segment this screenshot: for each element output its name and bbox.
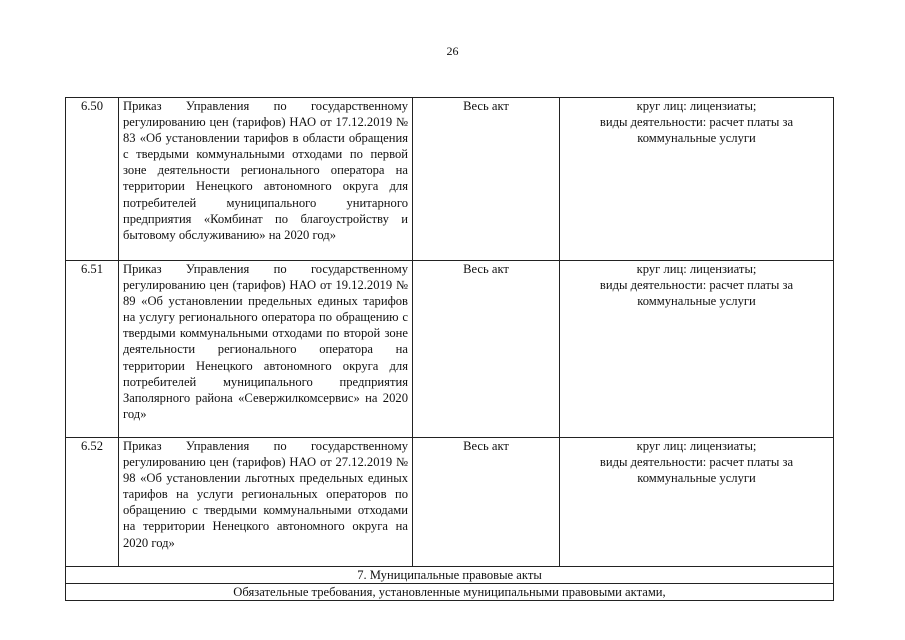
section-heading: 7. Муниципальные правовые акты	[66, 567, 834, 584]
scope-cell: Весь акт	[413, 261, 560, 438]
row-number: 6.51	[66, 261, 119, 438]
page-number: 26	[446, 44, 459, 58]
requirement-persons: круг лиц: лицензиаты;	[636, 262, 757, 276]
requirement-activities-cont: коммунальные услуги	[637, 471, 756, 486]
document-title: Приказ Управления по государственному регулированию цен (тарифов) НАО от 27.12.2019 № 98 «Об установлении льготных предельных единых тарифов на услуги региональных операторов по обращению с твердыми коммунальными отходами на территории Ненецкого автономного округа на 2020 год»	[119, 438, 413, 567]
requirement-activities: виды деятельности: расчет платы за	[599, 455, 794, 470]
table-row	[66, 438, 834, 567]
row-number: 6.50	[66, 98, 119, 261]
document-title: Приказ Управления по государственному регулированию цен (тарифов) НАО от 17.12.2019 № 83 «Об установлении тарифов в области обращения с твердыми коммунальными отходами по первой зоне деятельности регионального оператора на территории Ненецкого автономного округа для потребителей муниципального унитарного предприятия «Комбинат по благоустройству и бытовому обслуживанию» на 2020 год»	[119, 98, 413, 261]
requirement-activities-cont: коммунальные услуги	[637, 294, 756, 309]
legal-acts-table	[65, 97, 834, 601]
requirement-activities: виды деятельности: расчет платы за	[599, 278, 794, 293]
scope-cell: Весь акт	[413, 98, 560, 261]
requirements-cell	[560, 261, 834, 438]
document-title: Приказ Управления по государственному регулированию цен (тарифов) НАО от 19.12.2019 № 89 «Об установлении предельных единых тарифов на услугу регионального оператора по обращению с твердыми коммунальными отходами по второй зоне деятельности регионального оператора на территории Ненецкого автономного округа для потребителей муниципального предприятия Заполярного района «Севержилкомсервис» на 2020 год»	[119, 261, 413, 438]
row-number: 6.52	[66, 438, 119, 567]
requirement-activities-cont: коммунальные услуги	[637, 131, 756, 146]
section-row	[66, 567, 834, 584]
subsection-heading: Обязательные требования, установленные муниципальными правовыми актами,	[66, 584, 834, 601]
requirement-persons: круг лиц: лицензиаты;	[636, 439, 757, 453]
subsection-row	[66, 584, 834, 601]
table-row	[66, 261, 834, 438]
requirement-persons: круг лиц: лицензиаты;	[636, 99, 757, 113]
requirements-cell	[560, 98, 834, 261]
requirements-cell	[560, 438, 834, 567]
scope-cell: Весь акт	[413, 438, 560, 567]
table-row	[66, 98, 834, 261]
requirement-activities: виды деятельности: расчет платы за	[599, 115, 794, 130]
